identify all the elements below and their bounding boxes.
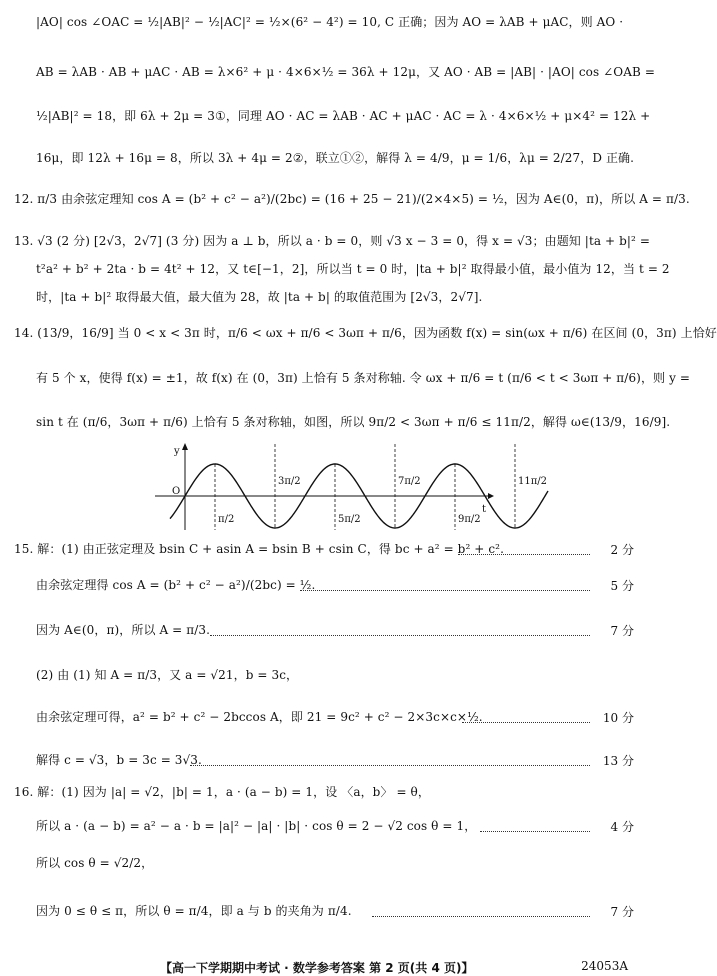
y-axis-label: y <box>174 446 180 457</box>
answer-q16-line2: 所以 a · (a − b) = a² − a · b = |a|² − |a| · |b| · cos θ = 2 − √2 cos θ = 1， <box>36 819 477 833</box>
tick-label: 11π/2 <box>518 476 548 487</box>
answer-q15-line3: 因为 A∈(0，π)，所以 A = π/3. <box>36 623 210 637</box>
answer-q13-line2: t²a² + b² + 2ta · b = 4t² + 12，又 t∈[−1，2]，所以当 t = 0 时，|ta + b|² 取得最小值，最小值为 12，当 t = 2 <box>36 262 670 276</box>
dotted-leader <box>372 915 590 917</box>
text-line-q11-3: ½|AB|² = 18，即 6λ + 2μ = 3①，同理 AO · AC = λAB · AC + μAC · AC = λ · 4×6×½ + μ×4² = 12λ + <box>36 109 651 123</box>
answer-q15-line1: 15. 解：(1) 由正弦定理及 bsin C + asin A = bsin B + csin C，得 bc + a² = b² + c². <box>14 542 504 556</box>
dotted-leader <box>462 721 590 723</box>
tick-label: 9π/2 <box>458 514 481 525</box>
score-q15-6: 13 分 <box>602 754 634 768</box>
answer-q15-line2: 由余弦定理得 cos A = (b² + c² − a²)/(2bc) = ½. <box>36 578 316 592</box>
y-axis-arrow <box>182 443 188 450</box>
score-q15-2: 5 分 <box>610 579 634 593</box>
footer-title: 【高一下学期期中考试 · 数学参考答案 第 2 页(共 4 页)】 <box>160 961 474 975</box>
origin-label: O <box>172 486 181 497</box>
text-line-q11-1: |AO| cos ∠OAC = ½|AB|² − ½|AC|² = ½×(6² − 4²) = 10, C 正确；因为 AO = λAB + μAC，则 AO · <box>36 15 624 29</box>
score-q15-1: 2 分 <box>610 543 634 557</box>
score-q16-4: 7 分 <box>610 905 634 919</box>
x-axis-arrow <box>488 493 494 499</box>
text-line-q11-2: AB = λAB · AB + μAC · AB = λ×6² + μ · 4×6×½ = 36λ + 12μ，又 AO · AB = |AB| · |AO| cos ∠OAB = <box>36 65 655 79</box>
answer-q12: 12. π/3 由余弦定理知 cos A = (b² + c² − a²)/(2bc) = (16 + 25 − 21)/(2×4×5) = ½，因为 A∈(0，π)，所以 A = π/3. <box>14 192 690 206</box>
t-axis-label: t <box>482 504 487 515</box>
tick-label: 5π/2 <box>338 514 361 525</box>
sine-graph <box>150 442 548 532</box>
score-q15-5: 10 分 <box>602 711 634 725</box>
score-q16-2: 4 分 <box>610 820 634 834</box>
answer-q16-line1: 16. 解：(1) 因为 |a| = √2，|b| = 1，a · (a − b) = 1，设 〈a，b〉 = θ， <box>14 785 430 799</box>
dotted-leader <box>300 589 590 591</box>
answer-q13-line1: 13. √3 (2 分) [2√3，2√7] (3 分) 因为 a ⊥ b，所以 a · b = 0，则 √3 x − 3 = 0，得 x = √3；由题知 |ta + b|² = <box>14 234 651 248</box>
footer-code: 24053A <box>581 959 628 973</box>
tick-label: π/2 <box>218 514 235 525</box>
answer-q14-line3: sin t 在 (π/6，3ωπ + π/6) 上恰有 5 条对称轴，如图，所以 9π/2 < 3ωπ + π/6 ≤ 11π/2，解得 ω∈(13/9，16/9]. <box>36 415 671 429</box>
dotted-leader <box>210 634 590 636</box>
answer-q16-line4: 因为 0 ≤ θ ≤ π，所以 θ = π/4，即 a 与 b 的夹角为 π/4. <box>36 904 352 918</box>
answer-q15-line5: 由余弦定理可得，a² = b² + c² − 2bccos A，即 21 = 9c² + c² − 2×3c×c×½. <box>36 710 483 724</box>
answer-q14-line1: 14. (13/9，16/9] 当 0 < x < 3π 时，π/6 < ωx + π/6 < 3ωπ + π/6，因为函数 f(x) = sin(ωx + π/6) 在区间 (0，3π) 上恰好 <box>14 326 717 340</box>
answer-q15-line4: (2) 由 (1) 知 A = π/3，又 a = √21，b = 3c， <box>36 668 299 682</box>
answer-q15-line6: 解得 c = √3，b = 3c = 3√3. <box>36 753 202 767</box>
dotted-leader <box>458 553 590 555</box>
answer-q16-line3: 所以 cos θ = √2/2， <box>36 856 154 870</box>
text-line-q11-4: 16μ，即 12λ + 16μ = 8，所以 3λ + 4μ = 2②，联立①②，解得 λ = 4/9，μ = 1/6，λμ = 2/27，D 正确. <box>36 151 635 165</box>
answer-q13-line3: 时，|ta + b|² 取得最大值，最大值为 28，故 |ta + b| 的取值范围为 [2√3，2√7]. <box>36 290 483 304</box>
score-q15-3: 7 分 <box>610 624 634 638</box>
dotted-leader <box>190 764 590 766</box>
tick-label: 7π/2 <box>398 476 421 487</box>
answer-q14-line2: 有 5 个 x，使得 f(x) = ±1，故 f(x) 在 (0，3π) 上恰有 5 条对称轴. 令 ωx + π/6 = t (π/6 < t < 3ωπ + π/6)，则 y = <box>36 371 691 385</box>
tick-label: 3π/2 <box>278 476 301 487</box>
